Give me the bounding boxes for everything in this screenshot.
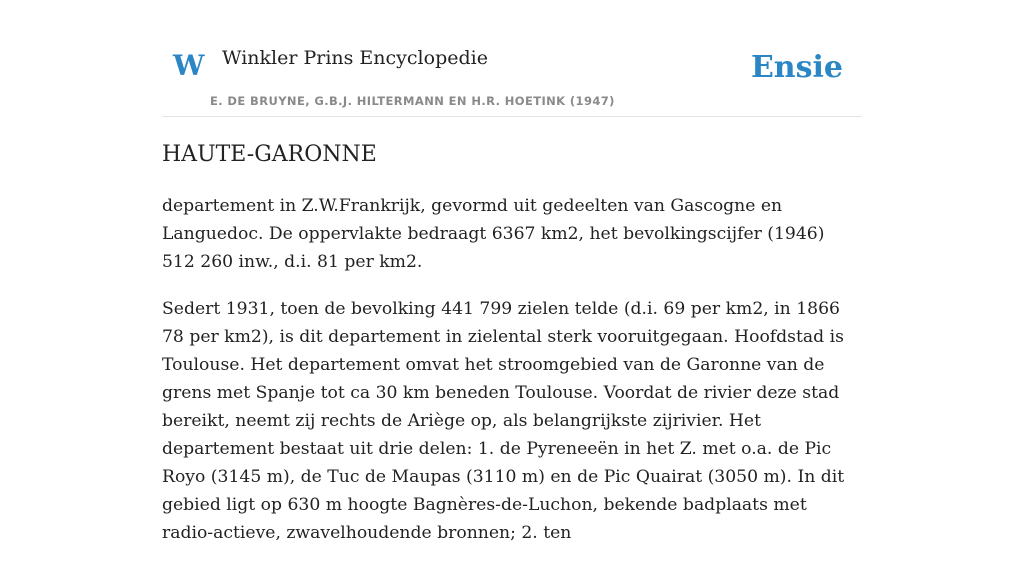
- page-header: [162, 36, 862, 117]
- ensie-logo[interactable]: Ensie: [750, 50, 843, 85]
- article-title: HAUTE-GARONNE: [162, 142, 377, 167]
- article-paragraph: Sedert 1931, toen de bevolking 441 799 zielen telde (d.i. 69 per km2, in 1866 78 per km2), is dit departement in zielental sterk vooruitgegaan. Hoofdstad is Toulouse. Het departement omvat het stroomgebied van de Garonne van de grens met Spanje tot ca 30 km beneden Toulouse. Voordat de rivier deze stad bereikt, neemt zij rechts de Ariège op, als belangrijkste zijrivier. Het departement bestaat uit drie delen: 1. de Pyreneeën in het Z. met o.a. de Pic Royo (3145 m), de Tuc de Maupas (3110 m) en de Pic Quairat (3050 m). In dit gebied ligt op 630 m hoogte Bagnères-de-Luchon, bekende badplaats met radio-actieve, zwavelhoudende bronnen; 2. ten: [162, 299, 845, 543]
- winkler-prins-logo[interactable]: W: [173, 49, 205, 82]
- book-title[interactable]: Winkler Prins Encyclopedie: [222, 47, 488, 69]
- book-authors: E. DE BRUYNE, G.B.J. HILTERMANN EN H.R. HOETINK (1947): [210, 94, 615, 108]
- article-body: [162, 192, 862, 566]
- article-paragraph: departement in Z.W.Frankrijk, gevormd uit gedeelten van Gascogne en Languedoc. De oppervlakte bedraagt 6367 km2, het bevolkingscijfer (1946) 512 260 inw., d.i. 81 per km2.: [162, 196, 825, 272]
